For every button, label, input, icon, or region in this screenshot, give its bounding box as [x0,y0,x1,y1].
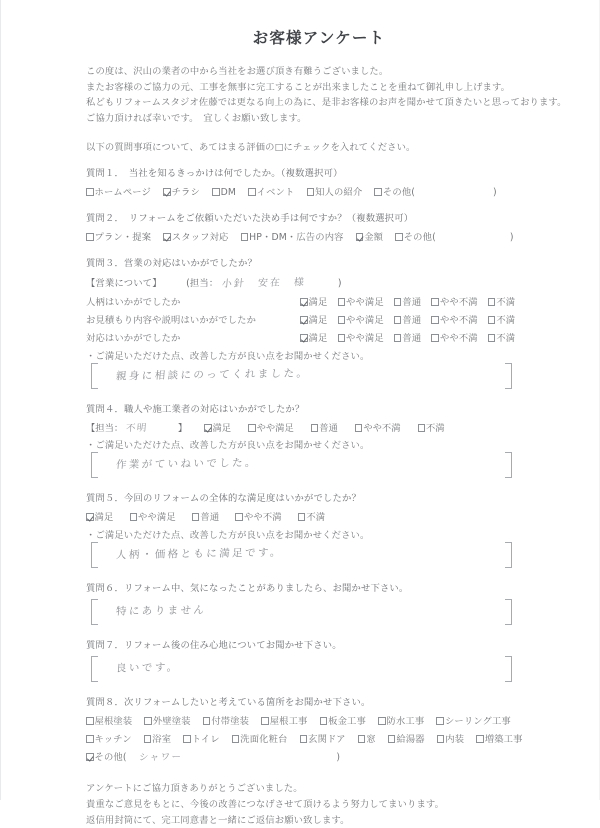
q3-r2-somewhat-satisfied[interactable]: やや満足 [338,312,384,326]
checkbox-icon[interactable] [307,188,315,196]
checkbox-icon[interactable] [394,316,402,324]
question-8-block [86,694,523,764]
checkbox-icon[interactable] [338,298,346,306]
checkbox-icon[interactable] [431,334,439,342]
checkbox-icon[interactable] [488,334,496,342]
question-2-title: 質問２． リフォームをご依頼いただいた決め手は何ですか？（複数選択可） [86,213,414,225]
checkbox-icon[interactable] [338,334,346,342]
closing-paragraph [86,781,514,828]
q3-charge-line [86,274,514,289]
q1-option-flyer[interactable]: チラシ [163,184,200,198]
q8-option-entrance-door[interactable]: 玄関ドア [300,731,346,745]
question-5-block [86,490,514,568]
checkbox-icon[interactable] [183,735,191,743]
q7-answer-box[interactable] [86,656,514,682]
question-4-block [86,401,514,478]
q3-r1-somewhat-satisfied[interactable]: やや満足 [338,294,384,308]
q3-charge-handwriting: 小針 安在 様 [220,277,306,291]
bracket-left-icon [91,599,98,625]
q3-row-options [300,312,522,326]
survey-document [86,0,567,826]
q8-option-interior[interactable]: 内装 [437,731,464,745]
q3-row-options [300,294,522,308]
q4-charge-suffix: 】 [177,423,188,435]
intro-line-1: この度は、沢山の業者の中から当社をお選び頂き有難うございました。 [86,66,389,77]
checkbox-icon[interactable] [388,735,396,743]
scan-edge-left [0,0,1,800]
intro-paragraph [86,64,567,126]
checkbox-icon[interactable] [232,735,240,743]
question-1-options [86,184,514,198]
q5-option-neutral[interactable]: 普通 [192,509,219,523]
checkbox-icon[interactable] [300,735,308,743]
bracket-right-icon [505,542,512,568]
q8-option-extension-work[interactable]: 増築工事 [476,731,522,745]
bracket-right-icon [505,656,512,682]
q3-r2-somewhat-dissatisfied[interactable]: やや不満 [431,312,477,326]
q8-other-close: ) [336,752,341,764]
q8-option-sealing-work[interactable]: シーリング工事 [436,713,510,727]
question-3-block [86,255,514,389]
q2-option-staff-response[interactable]: スタッフ対応 [163,229,228,243]
q3-r3-somewhat-dissatisfied[interactable]: やや不満 [431,330,477,344]
checkbox-checked-icon[interactable] [86,753,94,761]
q3-comment-handwriting: 親身に相談にのってくれました。 [115,367,310,383]
q4-comment-handwriting: 作業がていねいでした。 [115,457,259,472]
q3-row-service [86,330,514,344]
q8-option-water-heater[interactable]: 給湯器 [388,731,425,745]
instruction-text: 以下の質問事項について、あてはまる評価の□にチェックを入れてください。 [86,142,416,154]
q4-options-row [86,420,514,434]
checkbox-checked-icon[interactable] [163,188,171,196]
checkbox-icon[interactable] [488,316,496,324]
q8-option-bathroom[interactable]: 浴室 [144,731,171,745]
checkbox-checked-icon[interactable] [204,424,212,432]
checkbox-icon[interactable] [394,298,402,306]
checkbox-icon[interactable] [374,188,382,196]
bracket-left-icon [91,656,98,682]
checkbox-checked-icon[interactable] [356,233,364,241]
q8-other-handwriting: シャワー [138,751,183,764]
q3-row-personality [86,294,514,308]
q3-section-label: 【営業について】 [86,278,162,290]
checkbox-icon[interactable] [418,424,426,432]
q8-option-roof-work[interactable]: 屋根工事 [261,713,307,727]
q4-option-dissatisfied[interactable]: 不満 [418,420,445,434]
question-6-block [86,580,514,625]
checkbox-icon[interactable] [248,188,256,196]
checkbox-icon[interactable] [86,735,94,743]
q3-r2-satisfied[interactable]: 満足 [300,312,327,326]
q3-r3-somewhat-satisfied[interactable]: やや満足 [338,330,384,344]
q8-option-roof-painting[interactable]: 屋根塗装 [86,713,132,727]
q3-r1-satisfied[interactable]: 満足 [300,294,327,308]
question-6-title: 質問６．リフォーム中、気になったことがありましたら、お聞かせ下さい。 [86,583,409,595]
q3-row-label: 人柄はいかがでしたか [86,297,181,309]
checkbox-icon[interactable] [431,316,439,324]
checkbox-checked-icon[interactable] [86,513,94,521]
checkbox-icon[interactable] [378,717,386,725]
checkbox-icon[interactable] [395,233,403,241]
q8-options-row-2 [86,731,523,746]
question-4-title: 質問４．職人や施工業者の対応はいかがでしたか？ [86,404,305,416]
q3-row-options [300,330,522,344]
checkbox-icon[interactable] [311,424,319,432]
q4-comment-prompt: ・ご満足いただけた点、改善した方が良い点をお聞かせください。 [86,440,370,452]
q3-row-label: 対応はいかがでしたか [86,333,181,345]
question-5-title: 質問５．今回のリフォームの全体的な満足度はいかがでしたか？ [86,493,361,505]
question-8-title: 質問８．次リフォームしたいと考えている箇所をお聞かせ下さい。 [86,697,371,709]
q3-row-estimate [86,312,514,326]
closing-line-1: アンケートにご協力頂きありがとうございました。 [86,783,303,795]
q7-answer-handwriting: 良いです。 [115,661,181,675]
q8-option-waterproofing[interactable]: 防水工事 [378,713,424,727]
q4-charge-prefix: 【担当： [86,423,124,435]
q3-r3-neutral[interactable]: 普通 [394,330,421,344]
q5-option-dissatisfied[interactable]: 不満 [298,509,325,523]
checkbox-icon[interactable] [203,717,211,725]
q5-option-somewhat-satisfied[interactable]: やや満足 [130,509,176,523]
question-2-options [86,229,514,243]
q3-comment-box[interactable] [86,363,514,389]
checkbox-icon[interactable] [144,717,152,725]
q6-answer-handwriting: 特にありません [115,604,207,619]
checkbox-checked-icon[interactable] [300,298,308,306]
q5-comment-prompt: ・ご満足いただけた点、改善した方が良い点をお聞かせください。 [86,530,370,542]
checkbox-icon[interactable] [394,334,402,342]
checkbox-icon[interactable] [261,717,269,725]
checkbox-checked-icon[interactable] [163,233,171,241]
checkbox-icon[interactable] [338,316,346,324]
checkbox-icon[interactable] [235,513,243,521]
bracket-right-icon [505,599,512,625]
q3-r3-dissatisfied[interactable]: 不満 [488,330,515,344]
bracket-right-icon [505,452,512,478]
q3-r2-neutral[interactable]: 普通 [394,312,421,326]
q2-option-ad-content[interactable]: HP・DM・広告の内容 [241,229,344,243]
bracket-left-icon [91,363,98,389]
checkbox-icon[interactable] [248,424,256,432]
intro-line-2: またお客様のご協力の元、工事を無事に完工することが出来ましたことを重ねて御礼申し上げます。 [86,81,511,93]
q3-comment-prompt: ・ご満足いただけた点、改善した方が良い点をお聞かせください。 [86,351,370,363]
q4-option-somewhat-satisfied[interactable]: やや満足 [248,420,294,434]
q2-option-other[interactable]: その他( ) [395,229,513,243]
q4-option-satisfied[interactable]: 満足 [204,420,231,434]
question-7-title: 質問７．リフォーム後の住み心地についてお聞かせ下さい。 [86,640,342,652]
closing-line-3: 返信用封筒にて、完工同意書と一緒にご返信お願い致します。 [86,814,350,826]
bracket-left-icon [91,542,98,568]
question-5-options [86,509,514,523]
checkbox-icon[interactable] [358,735,366,743]
q8-option-other[interactable]: その他( [86,749,127,763]
q8-option-window[interactable]: 窓 [358,731,376,745]
q3-charge-prefix: (担当： [186,278,219,290]
q3-r1-dissatisfied[interactable]: 不満 [488,294,515,308]
question-3-title: 質問３．営業の対応はいかがでしたか？ [86,258,257,270]
q8-option-trim-painting[interactable]: 付帯塗装 [203,713,249,727]
intro-line-4: ご協力頂ければ幸いです。 宜しくお願い致します。 [86,112,307,124]
q8-option-kitchen[interactable]: キッチン [86,731,132,745]
checkbox-icon[interactable] [488,298,496,306]
checkbox-icon[interactable] [298,513,306,521]
checkbox-icon[interactable] [86,717,94,725]
checkbox-icon[interactable] [431,298,439,306]
bracket-right-icon [505,363,512,389]
q3-row-label: お見積もり内容や説明はいかがでしたか [86,315,257,327]
q2-option-price[interactable]: 金額 [356,229,383,243]
q3-r2-dissatisfied[interactable]: 不満 [488,312,515,326]
q3-r1-somewhat-dissatisfied[interactable]: やや不満 [431,294,477,308]
q1-option-other[interactable]: その他( ) [374,184,496,198]
q8-options-row-1 [86,713,514,727]
question-7-block [86,637,514,682]
q6-answer-box[interactable] [86,599,514,625]
question-1-block [86,165,514,198]
q8-option-exterior-wall-painting[interactable]: 外壁塗装 [144,713,190,727]
checkbox-icon[interactable] [476,735,484,743]
bracket-left-icon [91,452,98,478]
q2-option-plan-proposal[interactable]: プラン・提案 [86,229,151,243]
checkbox-icon[interactable] [86,233,94,241]
q3-r3-satisfied[interactable]: 満足 [300,330,327,344]
q4-comment-box[interactable] [86,452,514,478]
checkbox-icon[interactable] [355,424,363,432]
checkbox-icon[interactable] [192,513,200,521]
q5-comment-handwriting: 人柄・価格ともに満足です。 [115,547,284,562]
q4-charge-handwriting: 不明 [125,423,149,435]
q5-option-somewhat-dissatisfied[interactable]: やや不満 [235,509,281,523]
checkbox-icon[interactable] [320,717,328,725]
closing-line-2: 貴重なご意見をもとに、今後の改善につなげさせて頂けるよう努力してまいります。 [86,798,445,810]
q3-r1-neutral[interactable]: 普通 [394,294,421,308]
checkbox-icon[interactable] [144,735,152,743]
checkbox-icon[interactable] [437,735,445,743]
page-title: お客様アンケート [252,29,386,47]
checkbox-icon[interactable] [86,188,94,196]
q8-option-sheet-metal-work[interactable]: 板金工事 [320,713,366,727]
q4-charge-field [86,420,204,434]
checkbox-icon[interactable] [130,513,138,521]
q4-options [204,420,459,434]
checkbox-icon[interactable] [436,717,444,725]
q8-option-toilet[interactable]: トイレ [183,731,219,745]
q1-option-dm[interactable]: DM [212,187,236,198]
q5-comment-box[interactable] [86,542,514,568]
intro-line-3: 私どもリフォームスタジオ佐藤では更なる向上の為に、是非お客様のお声を聞かせて頂きたいと思っております。 [86,97,567,109]
question-1-title: 質問１． 当社を知るきっかけは何でしたか。（複数選択可） [86,168,343,180]
question-2-block [86,210,514,243]
q4-option-neutral[interactable]: 普通 [311,420,338,434]
checkbox-checked-icon[interactable] [300,316,308,324]
q1-option-referral[interactable]: 知人の紹介 [307,184,363,198]
q1-option-event[interactable]: イベント [248,184,294,198]
checkbox-checked-icon[interactable] [300,334,308,342]
checkbox-icon[interactable] [212,188,220,196]
q1-option-homepage[interactable]: ホームページ [86,184,151,198]
q5-option-satisfied[interactable]: 満足 [86,509,113,523]
checkbox-icon[interactable] [241,233,249,241]
q8-options-row-3 [86,749,514,763]
q8-option-washstand[interactable]: 洗面化粧台 [232,731,288,745]
q4-option-somewhat-dissatisfied[interactable]: やや不満 [355,420,401,434]
q3-charge-suffix: ) [337,278,342,290]
